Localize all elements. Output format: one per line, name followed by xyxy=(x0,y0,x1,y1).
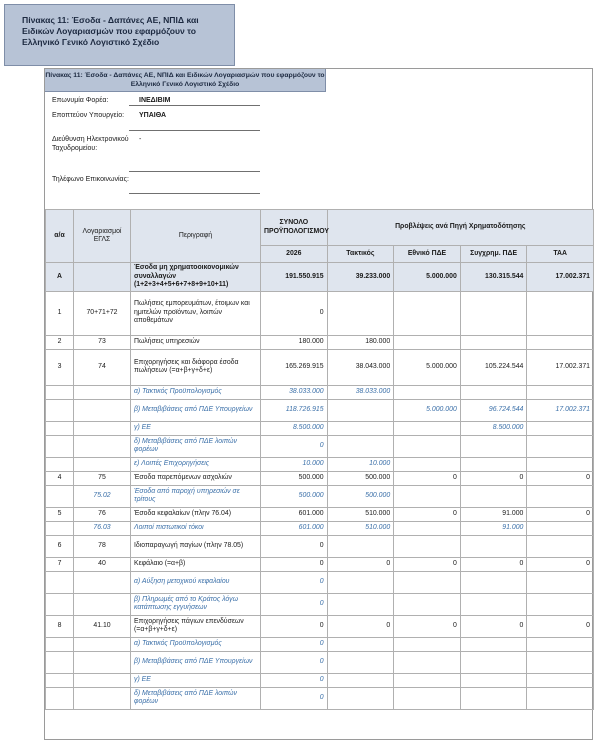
cell-national-pde xyxy=(394,637,461,651)
cell-regular xyxy=(327,637,394,651)
cell-taa: 17.002.371 xyxy=(527,263,594,292)
cell-aa xyxy=(46,673,74,687)
cell-description: Έσοδα κεφαλαίων (πλην 76.04) xyxy=(131,507,261,521)
cell-description: δ) Μεταβιβάσεις από ΠΔΕ λοιπών φορέων xyxy=(131,687,261,709)
sub-row xyxy=(46,637,594,651)
cell-account xyxy=(74,637,131,651)
cell-cofunded-pde: 130.315.544 xyxy=(460,263,527,292)
cell-total: 0 xyxy=(261,673,328,687)
cell-cofunded-pde xyxy=(460,485,527,507)
sheet-tab-title[interactable]: Πίνακας 11: Έσοδα - Δαπάνες ΑΕ, ΝΠΙΔ και Ειδικών Λογαριασμών που εφαρμόζουν το Ελληνικό Γενικό Λογιστικό Σχέδιο xyxy=(4,4,235,66)
cell-taa xyxy=(527,421,594,435)
cell-total: 0 xyxy=(261,557,328,571)
sub-row xyxy=(46,521,594,535)
table-row xyxy=(46,349,594,385)
cell-total: 8.500.000 xyxy=(261,421,328,435)
sub-row xyxy=(46,673,594,687)
cell-cofunded-pde xyxy=(460,673,527,687)
cell-cofunded-pde: 0 xyxy=(460,557,527,571)
cell-national-pde xyxy=(394,593,461,615)
cell-account xyxy=(74,571,131,593)
cell-regular: 500.000 xyxy=(327,485,394,507)
cell-total: 0 xyxy=(261,651,328,673)
cell-total: 10.000 xyxy=(261,457,328,471)
cell-account xyxy=(74,435,131,457)
cell-account xyxy=(74,457,131,471)
cell-taa: 17.002.371 xyxy=(527,399,594,421)
cell-cofunded-pde xyxy=(460,651,527,673)
cell-description: Έσοδα μη χρηματοοικονομικών συναλλαγών (1+2+3+4+5+6+7+8+9+10+11) xyxy=(131,263,261,292)
cell-regular xyxy=(327,421,394,435)
cell-account xyxy=(74,399,131,421)
cell-cofunded-pde xyxy=(460,291,527,335)
cell-national-pde xyxy=(394,421,461,435)
cell-description: Έσοδα παρεπόμενων ασχολιών xyxy=(131,471,261,485)
cell-description: ε) Λοιπές Επιχορηγήσεις xyxy=(131,457,261,471)
cell-national-pde: 5.000.000 xyxy=(394,399,461,421)
cell-description: Πωλήσεις εμπορευμάτων, έτοιμων και ημιτελών προϊόντων, λοιπών αποθεμάτων xyxy=(131,291,261,335)
cell-total: 118.726.915 xyxy=(261,399,328,421)
cell-aa xyxy=(46,421,74,435)
cell-taa xyxy=(527,637,594,651)
cell-cofunded-pde: 8.500.000 xyxy=(460,421,527,435)
header-national-pde: Εθνικό ΠΔΕ xyxy=(394,246,461,263)
cell-regular xyxy=(327,571,394,593)
header-aa: α/α xyxy=(46,210,74,263)
cell-cofunded-pde xyxy=(460,457,527,471)
table-row xyxy=(46,507,594,521)
phone-underline xyxy=(129,193,260,194)
cell-national-pde: 5.000.000 xyxy=(394,263,461,292)
table-row xyxy=(46,557,594,571)
email-value: - xyxy=(139,136,142,143)
cell-total: 38.033.000 xyxy=(261,385,328,399)
header-forecast: Προβλέψεις ανά Πηγή Χρηματοδότησης xyxy=(327,210,593,246)
cell-national-pde xyxy=(394,535,461,557)
cell-aa: 4 xyxy=(46,471,74,485)
header-description: Περιγραφή xyxy=(131,210,261,263)
cell-cofunded-pde xyxy=(460,571,527,593)
cell-aa xyxy=(46,571,74,593)
header-cofunded-pde: Συγχρημ. ΠΔΕ xyxy=(460,246,527,263)
cell-account xyxy=(74,673,131,687)
cell-aa: Α xyxy=(46,263,74,292)
cell-cofunded-pde xyxy=(460,335,527,349)
cell-description: α) Τακτικός Προϋπολογισμός xyxy=(131,637,261,651)
cell-cofunded-pde: 0 xyxy=(460,615,527,637)
cell-aa xyxy=(46,651,74,673)
sub-row xyxy=(46,457,594,471)
sub-row xyxy=(46,435,594,457)
cell-taa xyxy=(527,651,594,673)
cell-total: 191.550.915 xyxy=(261,263,328,292)
cell-national-pde xyxy=(394,385,461,399)
cell-cofunded-pde xyxy=(460,593,527,615)
cell-cofunded-pde xyxy=(460,687,527,709)
cell-total: 180.000 xyxy=(261,335,328,349)
cell-national-pde xyxy=(394,651,461,673)
cell-national-pde xyxy=(394,457,461,471)
sub-row xyxy=(46,593,594,615)
cell-cofunded-pde xyxy=(460,637,527,651)
cell-description: β) Πληρωμές από το Κράτος λόγω κατάπτωσης εγγυήσεων xyxy=(131,593,261,615)
cell-account: 78 xyxy=(74,535,131,557)
cell-regular xyxy=(327,651,394,673)
cell-account xyxy=(74,687,131,709)
cell-regular xyxy=(327,399,394,421)
header-year: 2026 xyxy=(261,246,328,263)
cell-aa xyxy=(46,521,74,535)
sub-row xyxy=(46,651,594,673)
cell-taa xyxy=(527,521,594,535)
cell-regular: 510.000 xyxy=(327,507,394,521)
cell-total: 0 xyxy=(261,571,328,593)
cell-national-pde xyxy=(394,485,461,507)
cell-account xyxy=(74,593,131,615)
cell-description: Κεφάλαιο (=α+β) xyxy=(131,557,261,571)
sub-row xyxy=(46,399,594,421)
cell-aa: 3 xyxy=(46,349,74,385)
sub-row xyxy=(46,385,594,399)
cell-description: Πωλήσεις υπηρεσιών xyxy=(131,335,261,349)
email-label: Διεύθυνση Ηλεκτρονικού Ταχυδρομείου: xyxy=(52,136,129,152)
cell-taa xyxy=(527,593,594,615)
cell-taa xyxy=(527,535,594,557)
cell-taa xyxy=(527,385,594,399)
cell-account: 73 xyxy=(74,335,131,349)
table-row xyxy=(46,615,594,637)
cell-total: 500.000 xyxy=(261,471,328,485)
cell-regular: 510.000 xyxy=(327,521,394,535)
table-title: Πίνακας 11: Έσοδα - Δαπάνες ΑΕ, ΝΠΙΔ και Ειδικών Λογαριασμών που εφαρμόζουν το Ελληνικό Γενικό Λογιστικό Σχέδιο xyxy=(45,69,326,92)
table-row xyxy=(46,535,594,557)
cell-aa: 2 xyxy=(46,335,74,349)
cell-account: 41.10 xyxy=(74,615,131,637)
cell-aa xyxy=(46,593,74,615)
entity-label: Επωνυμία Φορέα: xyxy=(52,97,109,104)
cell-total: 0 xyxy=(261,435,328,457)
table-row xyxy=(46,335,594,349)
cell-taa: 0 xyxy=(527,471,594,485)
cell-total: 0 xyxy=(261,291,328,335)
cell-account: 74 xyxy=(74,349,131,385)
header-taa: ΤΑΑ xyxy=(527,246,594,263)
cell-total: 500.000 xyxy=(261,485,328,507)
cell-aa: 7 xyxy=(46,557,74,571)
cell-aa: 5 xyxy=(46,507,74,521)
budget-table xyxy=(45,209,594,710)
cell-aa xyxy=(46,637,74,651)
cell-aa: 1 xyxy=(46,291,74,335)
cell-aa xyxy=(46,435,74,457)
cell-description: Επιχορηγήσεις πάγιων επενδύσεων (=α+β+γ+δ+ε) xyxy=(131,615,261,637)
cell-description: β) Μεταβιβάσεις από ΠΔΕ Υπουργείων xyxy=(131,399,261,421)
cell-regular xyxy=(327,435,394,457)
cell-national-pde: 0 xyxy=(394,507,461,521)
cell-total: 0 xyxy=(261,615,328,637)
cell-taa: 0 xyxy=(527,507,594,521)
cell-aa xyxy=(46,485,74,507)
cell-cofunded-pde: 96.724.544 xyxy=(460,399,527,421)
sub-row xyxy=(46,421,594,435)
cell-cofunded-pde: 105.224.544 xyxy=(460,349,527,385)
cell-description: α) Αύξηση μετοχικού κεφαλαίου xyxy=(131,571,261,593)
cell-aa xyxy=(46,457,74,471)
table-body xyxy=(46,263,594,710)
cell-taa xyxy=(527,435,594,457)
cell-regular: 180.000 xyxy=(327,335,394,349)
cell-taa xyxy=(527,291,594,335)
summary-row xyxy=(46,263,594,292)
cell-national-pde xyxy=(394,673,461,687)
header-account: Λογαριασμοί ΕΓΛΣ xyxy=(74,210,131,263)
cell-aa: 6 xyxy=(46,535,74,557)
sub-row xyxy=(46,485,594,507)
cell-description: Λοιποί πιστωτικοί τόκοι xyxy=(131,521,261,535)
header-regular: Τακτικός xyxy=(327,246,394,263)
cell-total: 0 xyxy=(261,637,328,651)
cell-taa xyxy=(527,673,594,687)
document-sheet xyxy=(44,68,593,740)
table-row xyxy=(46,471,594,485)
cell-cofunded-pde xyxy=(460,535,527,557)
cell-national-pde xyxy=(394,571,461,593)
cell-national-pde xyxy=(394,291,461,335)
cell-total: 0 xyxy=(261,593,328,615)
cell-regular xyxy=(327,593,394,615)
cell-total: 601.000 xyxy=(261,521,328,535)
cell-cofunded-pde: 91.000 xyxy=(460,507,527,521)
cell-taa xyxy=(527,457,594,471)
cell-taa xyxy=(527,485,594,507)
cell-regular: 38.033.000 xyxy=(327,385,394,399)
email-underline xyxy=(129,171,260,172)
cell-national-pde: 5.000.000 xyxy=(394,349,461,385)
cell-regular: 39.233.000 xyxy=(327,263,394,292)
ministry-value: ΥΠΑΙΘΑ xyxy=(139,112,167,119)
cell-total: 0 xyxy=(261,687,328,709)
cell-national-pde xyxy=(394,435,461,457)
cell-description: α) Τακτικός Προϋπολογισμός xyxy=(131,385,261,399)
cell-description: Ιδιοπαραγωγή παγίων (πλην 78.05) xyxy=(131,535,261,557)
cell-description: β) Μεταβιβάσεις από ΠΔΕ Υπουργείων xyxy=(131,651,261,673)
cell-account: 40 xyxy=(74,557,131,571)
cell-description: Επιχορηγήσεις και διάφορα έσοδα πωλήσεων (=α+β+γ+δ+ε) xyxy=(131,349,261,385)
cell-aa xyxy=(46,687,74,709)
cell-description: Έσοδα από παροχή υπηρεσιών σε τρίτους xyxy=(131,485,261,507)
cell-national-pde xyxy=(394,335,461,349)
cell-account xyxy=(74,651,131,673)
cell-cofunded-pde: 0 xyxy=(460,471,527,485)
cell-account: 70+71+72 xyxy=(74,291,131,335)
cell-description: γ) ΕΕ xyxy=(131,673,261,687)
ministry-underline xyxy=(129,130,260,131)
entity-value: ΙΝΕΔΙΒΙΜ xyxy=(139,97,171,104)
entity-underline xyxy=(129,105,260,106)
phone-label: Τηλέφωνο Επικοινωνίας: xyxy=(52,176,129,183)
cell-national-pde: 0 xyxy=(394,615,461,637)
cell-regular: 0 xyxy=(327,557,394,571)
cell-regular xyxy=(327,535,394,557)
cell-total: 601.000 xyxy=(261,507,328,521)
cell-regular xyxy=(327,291,394,335)
cell-regular: 0 xyxy=(327,615,394,637)
cell-cofunded-pde xyxy=(460,435,527,457)
cell-taa: 0 xyxy=(527,557,594,571)
cell-regular: 10.000 xyxy=(327,457,394,471)
cell-cofunded-pde: 91.000 xyxy=(460,521,527,535)
cell-account xyxy=(74,263,131,292)
cell-account: 76.03 xyxy=(74,521,131,535)
cell-taa: 0 xyxy=(527,615,594,637)
ministry-label: Εποπτεύον Υπουργείο: xyxy=(52,112,125,119)
cell-cofunded-pde xyxy=(460,385,527,399)
cell-total: 165.269.915 xyxy=(261,349,328,385)
cell-account: 76 xyxy=(74,507,131,521)
cell-total: 0 xyxy=(261,535,328,557)
sub-row xyxy=(46,687,594,709)
cell-account xyxy=(74,421,131,435)
cell-account xyxy=(74,385,131,399)
cell-taa xyxy=(527,687,594,709)
header-total: ΣΥΝΟΛΟ ΠΡΟΫΠΟΛΟΓΙΣΜΟΥ xyxy=(261,210,328,246)
cell-regular xyxy=(327,673,394,687)
cell-taa xyxy=(527,571,594,593)
cell-description: δ) Μεταβιβάσεις από ΠΔΕ λοιπών φορέων xyxy=(131,435,261,457)
cell-aa xyxy=(46,399,74,421)
cell-regular: 500.000 xyxy=(327,471,394,485)
cell-national-pde xyxy=(394,687,461,709)
cell-account: 75 xyxy=(74,471,131,485)
cell-aa: 8 xyxy=(46,615,74,637)
cell-taa xyxy=(527,335,594,349)
cell-description: γ) ΕΕ xyxy=(131,421,261,435)
cell-aa xyxy=(46,385,74,399)
cell-regular xyxy=(327,687,394,709)
sub-row xyxy=(46,571,594,593)
table-row xyxy=(46,291,594,335)
cell-national-pde xyxy=(394,521,461,535)
cell-national-pde: 0 xyxy=(394,471,461,485)
cell-account: 75.02 xyxy=(74,485,131,507)
cell-taa: 17.002.371 xyxy=(527,349,594,385)
cell-regular: 38.043.000 xyxy=(327,349,394,385)
cell-national-pde: 0 xyxy=(394,557,461,571)
